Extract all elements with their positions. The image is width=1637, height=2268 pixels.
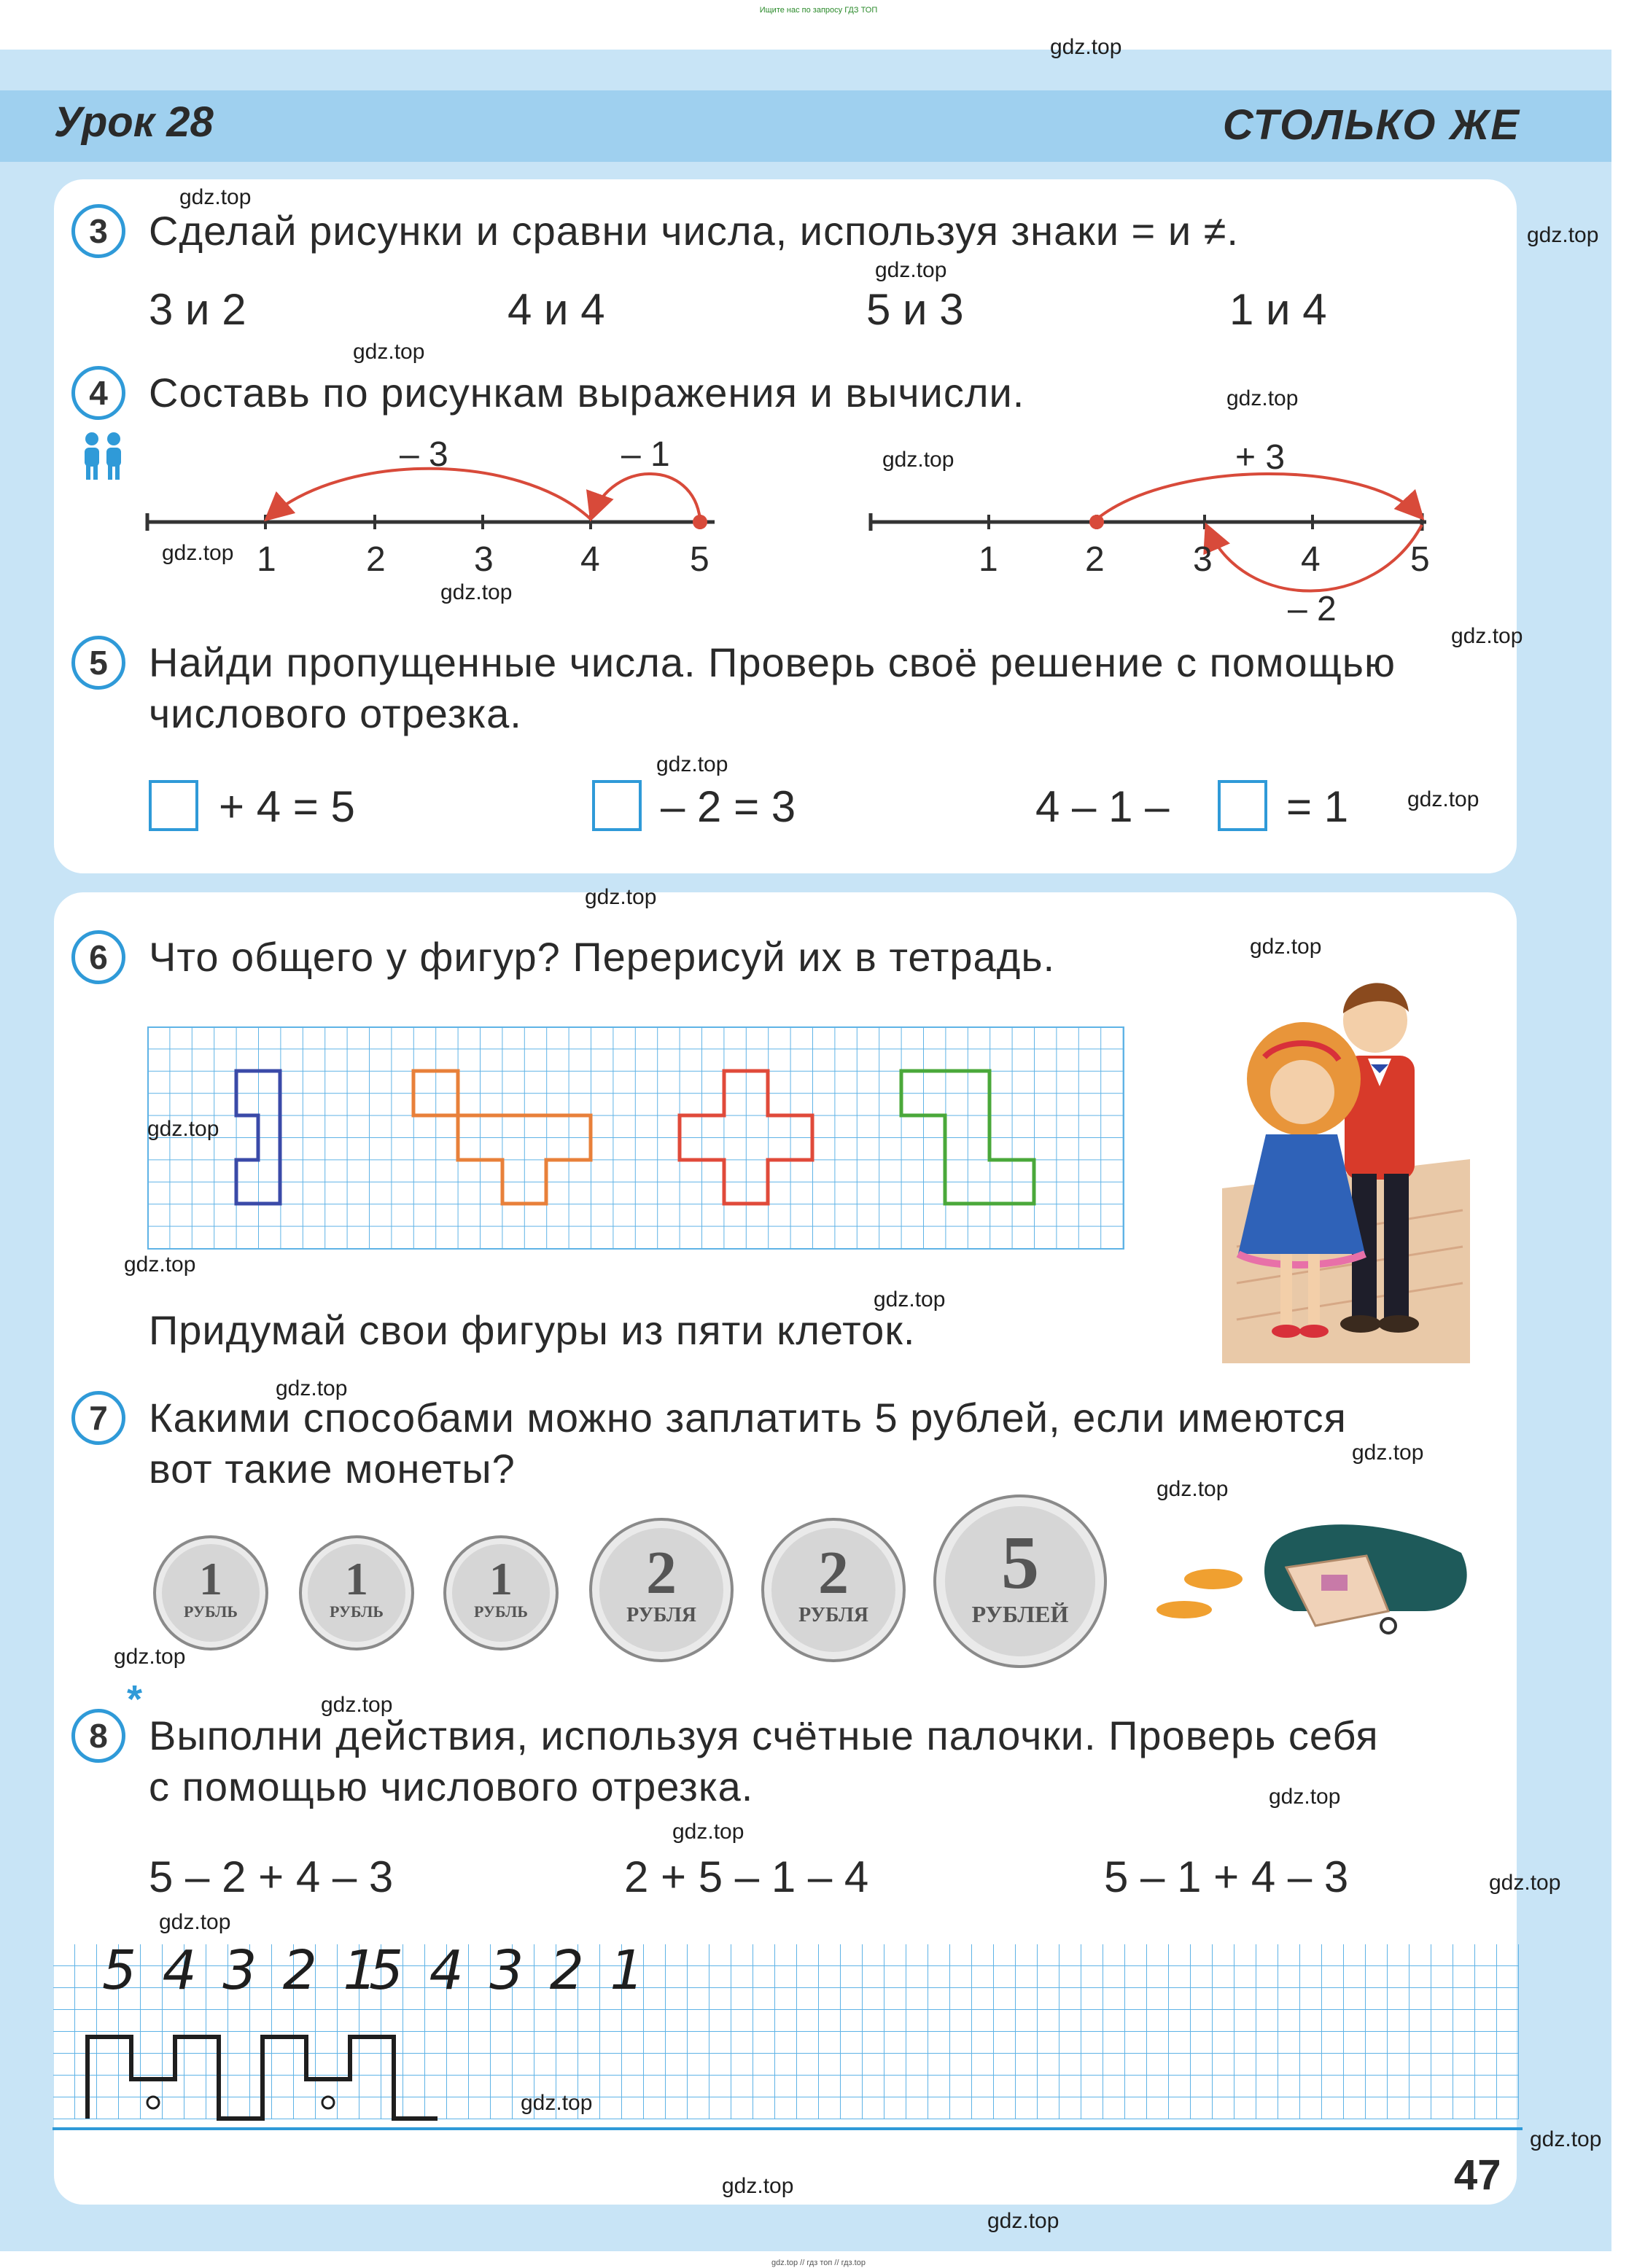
page-number: 47 xyxy=(1454,2151,1501,2199)
tick-label: 5 xyxy=(690,540,709,579)
watermark: gdz.top xyxy=(1156,1477,1229,1501)
task-3-pair: 3 и 2 xyxy=(149,285,246,334)
watermark: gdz.top xyxy=(1352,1441,1424,1465)
watermark: gdz.top xyxy=(353,340,425,364)
task-6-number: 6 xyxy=(71,930,125,984)
jump-label: – 1 xyxy=(621,435,670,474)
watermark: gdz.top xyxy=(1250,935,1322,959)
task-5-number: 5 xyxy=(71,636,125,690)
pair-work-icon xyxy=(80,430,125,481)
coin-word: РУБЛЬ xyxy=(474,1602,528,1621)
expression: 5 – 1 + 4 – 3 xyxy=(1104,1852,1349,1901)
task-8-text-line2: с помощью числового отрезка. xyxy=(149,1764,754,1809)
task-6-text: Что общего у фигур? Перерисуй их в тетрадь. xyxy=(149,934,1056,980)
watermark: gdz.top xyxy=(1451,624,1523,648)
watermark: gdz.top xyxy=(1407,787,1479,811)
lesson-title: СТОЛЬКО ЖЕ xyxy=(1222,101,1520,149)
task-7-number: 7 xyxy=(71,1391,125,1445)
coin-1-rub xyxy=(443,1535,559,1651)
tick-label: 3 xyxy=(1193,540,1213,579)
jump-label: + 3 xyxy=(1235,438,1286,477)
coin-value: 5 xyxy=(1001,1521,1039,1605)
handwritten-digits: 5 4 3 2 1 xyxy=(369,1939,649,2002)
bottom-note: gdz.top // гдз топ // гдз.top xyxy=(771,2259,866,2267)
watermark: gdz.top xyxy=(179,185,252,209)
tick-label: 4 xyxy=(580,540,600,579)
coin-value: 2 xyxy=(818,1539,849,1607)
wallet-illustration xyxy=(1148,1502,1476,1648)
watermark: gdz.top xyxy=(147,1117,219,1141)
answer-box[interactable] xyxy=(1218,780,1267,831)
watermark: gdz.top xyxy=(1050,35,1122,59)
task-8-text-line1: Выполни действия, используя счётные палочки. Проверь себя xyxy=(149,1712,1379,1758)
watermark: gdz.top xyxy=(722,2174,794,2198)
tick-label: 1 xyxy=(257,540,276,579)
watermark: gdz.top xyxy=(440,580,513,604)
lesson-label: Урок 28 xyxy=(54,98,214,146)
watermark: gdz.top xyxy=(276,1376,348,1400)
watermark: gdz.top xyxy=(1489,1871,1561,1895)
watermark: gdz.top xyxy=(1527,223,1599,247)
task-3-text: Сделай рисунки и сравни числа, используя знаки = и ≠. xyxy=(149,208,1239,254)
shapes-grid xyxy=(147,1026,1129,1255)
answer-box[interactable] xyxy=(592,780,642,831)
watermark: gdz.top xyxy=(874,1287,946,1312)
equation-text: – 2 = 3 xyxy=(661,782,796,831)
task-5-text-line2: числового отрезка. xyxy=(149,690,522,736)
coin-value: 1 xyxy=(345,1553,368,1605)
watermark: gdz.top xyxy=(585,885,657,909)
tick-label: 1 xyxy=(979,540,998,579)
coin-value: 2 xyxy=(646,1539,677,1607)
answer-box[interactable] xyxy=(149,780,198,831)
task-4-text: Составь по рисункам выражения и вычисли. xyxy=(149,370,1025,416)
coin-word: РУБЛЯ xyxy=(798,1604,868,1626)
watermark: gdz.top xyxy=(162,541,234,565)
equation-text: 4 – 1 – xyxy=(1035,782,1170,831)
watermark: gdz.top xyxy=(1530,2127,1602,2151)
coin-value: 1 xyxy=(489,1553,513,1605)
task-8-number: 8 xyxy=(71,1709,125,1763)
tick-label: 3 xyxy=(474,540,494,579)
jump-label: – 2 xyxy=(1288,590,1337,628)
equation-text: = 1 xyxy=(1286,782,1349,831)
task-3-pair: 5 и 3 xyxy=(866,285,964,334)
top-note: Ищите нас по запросу ГДЗ ТОП xyxy=(759,6,878,15)
task-7-text-line2: вот такие монеты? xyxy=(149,1446,516,1492)
watermark: gdz.top xyxy=(672,1820,744,1844)
coin-1-rub xyxy=(299,1535,414,1651)
tick-label: 5 xyxy=(1410,540,1430,579)
coin-2-rub xyxy=(589,1518,734,1662)
coin-word: РУБЛЬ xyxy=(184,1602,238,1621)
coin-1-rub xyxy=(153,1535,268,1651)
coin-word: РУБЛЯ xyxy=(626,1604,696,1626)
task-3-number: 3 xyxy=(71,204,125,258)
watermark: gdz.top xyxy=(1226,386,1299,410)
watermark: gdz.top xyxy=(521,2091,593,2115)
tick-label: 4 xyxy=(1301,540,1321,579)
jump-label: – 3 xyxy=(400,435,448,474)
watermark: gdz.top xyxy=(114,1645,186,1669)
task-4-number: 4 xyxy=(71,366,125,420)
watermark: gdz.top xyxy=(1269,1785,1341,1809)
task-3-pair: 1 и 4 xyxy=(1229,285,1327,334)
coin-5-rub xyxy=(933,1495,1107,1668)
task-7-text-line1: Какими способами можно заплатить 5 рублей, если имеются xyxy=(149,1395,1347,1441)
watermark: gdz.top xyxy=(882,448,954,472)
task-3-pair: 4 и 4 xyxy=(508,285,605,334)
equation-text: + 4 = 5 xyxy=(219,782,355,831)
tick-label: 2 xyxy=(366,540,386,579)
children-illustration xyxy=(1222,970,1470,1363)
expression: 2 + 5 – 1 – 4 xyxy=(624,1852,869,1901)
task-5-text-line1: Найди пропущенные числа. Проверь своё решение с помощью xyxy=(149,639,1396,685)
watermark: gdz.top xyxy=(987,2209,1059,2233)
watermark: gdz.top xyxy=(124,1252,196,1277)
coin-word: РУБЛЬ xyxy=(330,1602,384,1621)
coin-value: 1 xyxy=(199,1553,222,1605)
watermark: gdz.top xyxy=(875,258,947,282)
task-6-note: Придумай свои фигуры из пяти клеток. xyxy=(149,1307,916,1353)
coin-2-rub xyxy=(761,1518,906,1662)
coin-word: РУБЛЕЙ xyxy=(971,1601,1069,1627)
watermark: gdz.top xyxy=(159,1910,231,1934)
tick-label: 2 xyxy=(1085,540,1105,579)
watermark: gdz.top xyxy=(656,752,728,776)
handwritten-digits: 5 4 3 2 1 xyxy=(102,1939,382,2002)
watermark: gdz.top xyxy=(321,1693,393,1717)
expression: 5 – 2 + 4 – 3 xyxy=(149,1852,394,1901)
star-mark: * xyxy=(127,1677,143,1721)
